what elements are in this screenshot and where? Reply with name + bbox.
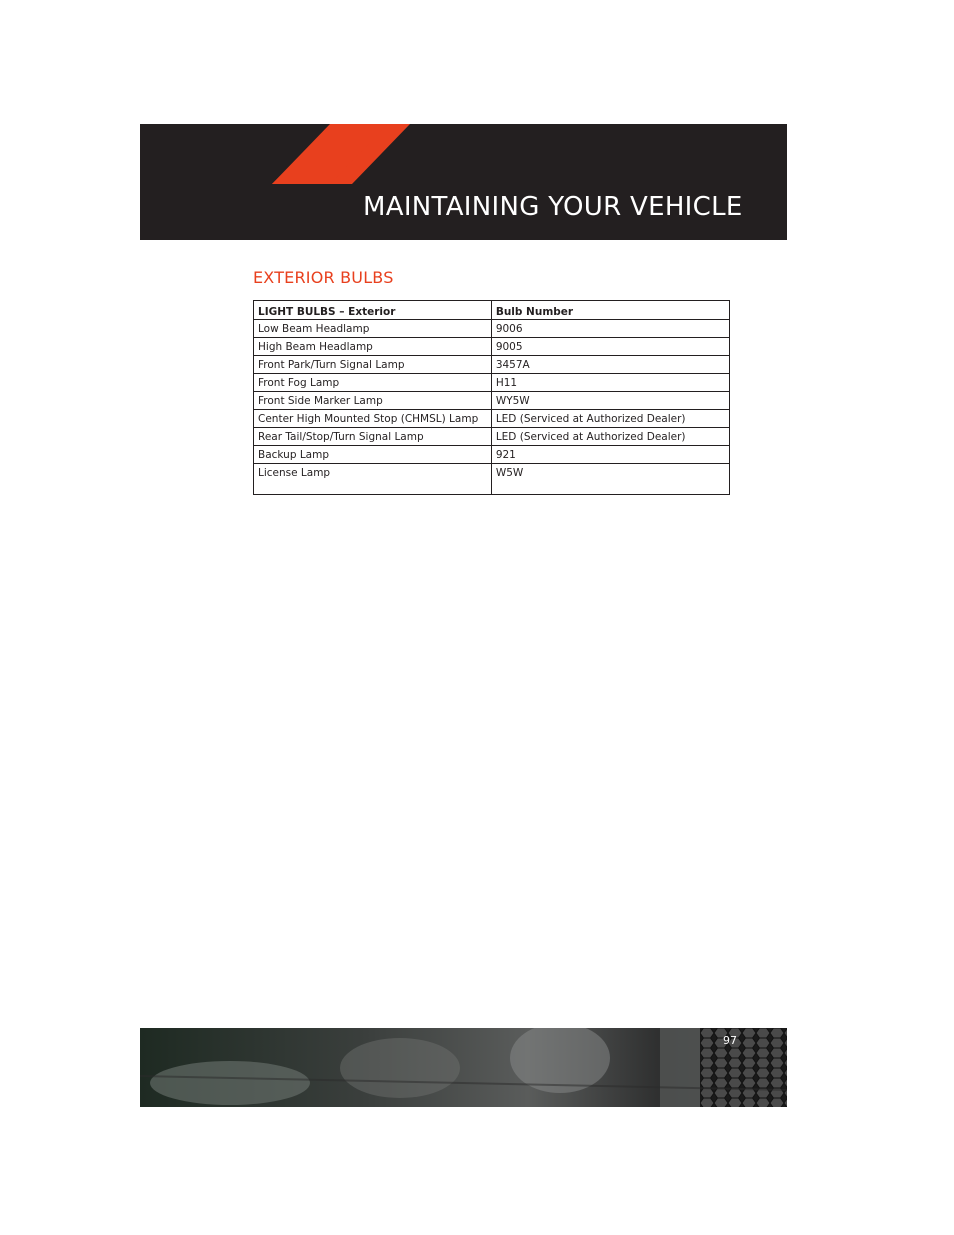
bulb-number: 9006 [491,320,729,338]
column-header-light-bulbs: LIGHT BULBS – Exterior [254,301,492,320]
table-row [254,374,730,392]
chapter-banner [140,124,787,240]
table-row [254,392,730,410]
footer-background-image [140,1028,787,1107]
bulb-location: Front Side Marker Lamp [254,392,492,410]
bulb-location: High Beam Headlamp [254,338,492,356]
bulb-location: Front Fog Lamp [254,374,492,392]
bulb-location: Low Beam Headlamp [254,320,492,338]
table-row [254,410,730,428]
bulb-number: 3457A [491,356,729,374]
table-row [254,428,730,446]
chapter-title: MAINTAINING YOUR VEHICLE [363,192,743,222]
table-row [254,356,730,374]
table-header-row [254,301,730,320]
bulb-number: H11 [491,374,729,392]
bulb-number: W5W [491,464,729,495]
page-number: 97 [723,1034,737,1047]
exterior-bulbs-table [253,300,730,495]
racing-stripes-logo [140,124,787,240]
column-header-bulb-number: Bulb Number [491,301,729,320]
bulb-number: WY5W [491,392,729,410]
table-row [254,464,730,495]
table-row [254,446,730,464]
bulb-number: LED (Serviced at Authorized Dealer) [491,428,729,446]
bulb-location: Rear Tail/Stop/Turn Signal Lamp [254,428,492,446]
bulb-location: Center High Mounted Stop (CHMSL) Lamp [254,410,492,428]
bulb-location: Backup Lamp [254,446,492,464]
bulb-number: LED (Serviced at Authorized Dealer) [491,410,729,428]
section-title: EXTERIOR BULBS [253,268,394,287]
table-row [254,338,730,356]
table-row [254,320,730,338]
bulb-location: License Lamp [254,464,492,495]
bulb-number: 9005 [491,338,729,356]
footer-photo-strip [140,1028,787,1107]
bulb-location: Front Park/Turn Signal Lamp [254,356,492,374]
bulb-number: 921 [491,446,729,464]
